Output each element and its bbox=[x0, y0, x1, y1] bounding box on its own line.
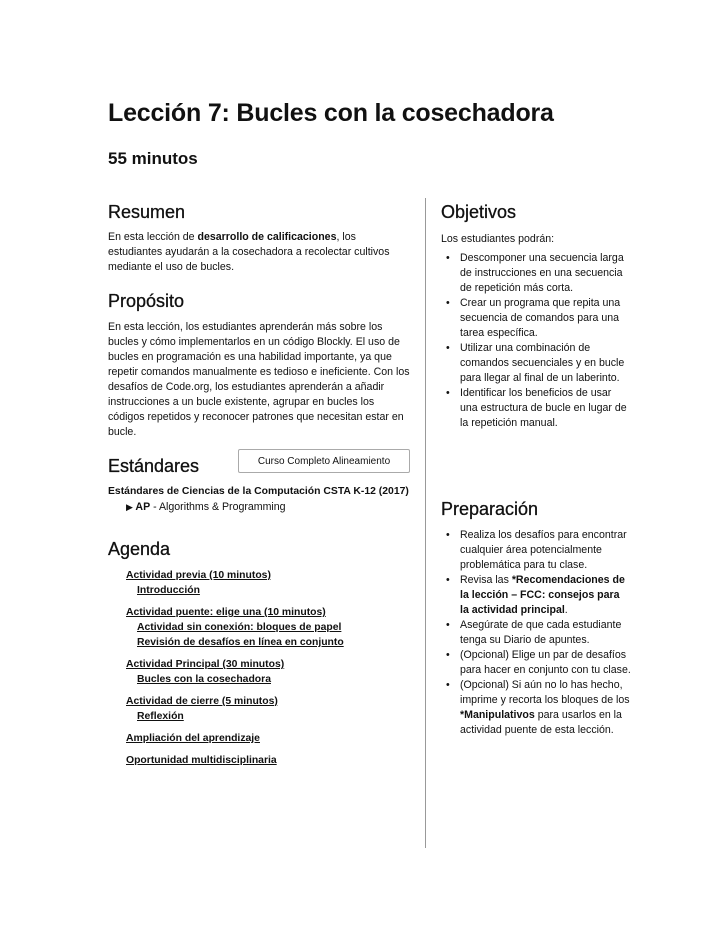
agenda-group bbox=[126, 753, 344, 768]
objective-item: • Descomponer una secuencia larga de instrucciones en una secuencia de repetición más corta. bbox=[441, 251, 631, 296]
proposito-text: En esta lección, los estudiantes aprenderán más sobre los bucles y cómo implementarlos en un código Blockly. El uso de bucles en programación es una habilidad importante, ya que repetir comandos manualmente es tedioso e ineficiente. Con los desafíos de Code.org, los estudiantes aprenderán a añadir instrucciones a un bucle existente, agrupar en bucles los códigos repetidos y reconocer patrones que necesitan estar en bucle. bbox=[108, 321, 410, 438]
agenda-group bbox=[126, 694, 344, 724]
text: En esta lección de bbox=[108, 231, 198, 243]
objetivos-section bbox=[441, 202, 631, 431]
text: , los estudiantes ayudarán a la cosechadora a recolectar cultivos mediante el uso de bucles. bbox=[108, 231, 390, 273]
standard-name: Algorithms & Programming bbox=[158, 501, 286, 513]
agenda-sublink[interactable]: Reflexión bbox=[137, 711, 184, 722]
text: (Opcional) Si aún no lo has hecho, imprime y recorta los bloques de los bbox=[460, 679, 630, 706]
text: Revisa las bbox=[460, 574, 512, 586]
page-title: Lección 7: Bucles con la cosechadora bbox=[108, 99, 554, 127]
agenda-sublink[interactable]: Actividad sin conexión: bloques de papel bbox=[137, 622, 342, 633]
agenda-list bbox=[126, 568, 344, 775]
preparacion-section bbox=[441, 499, 631, 738]
agenda-link[interactable]: Actividad previa (10 minutos) bbox=[126, 570, 271, 581]
agenda-group bbox=[126, 568, 344, 598]
standard-item[interactable] bbox=[126, 501, 286, 513]
resumen-text bbox=[108, 230, 408, 275]
text: Asegúrate de que cada estudiante tenga su Diario de apuntes. bbox=[460, 619, 622, 646]
agenda-link[interactable]: Actividad puente: elige una (10 minutos) bbox=[126, 607, 326, 618]
agenda-link[interactable]: Actividad Principal (30 minutos) bbox=[126, 659, 285, 670]
agenda-link[interactable]: Oportunidad multidisciplinaria bbox=[126, 755, 277, 766]
text: . bbox=[564, 604, 568, 616]
proposito-section bbox=[108, 291, 410, 440]
objective-item: • Identificar los beneficios de usar una estructura de bucle en lugar de la repetición manual. bbox=[441, 386, 631, 431]
agenda-group bbox=[126, 731, 344, 746]
agenda-heading: Agenda bbox=[108, 539, 171, 559]
column-divider bbox=[425, 198, 426, 848]
text: Realiza los desafíos para encontrar cualquier área potencialmente problemática para tu clase. bbox=[460, 529, 627, 571]
estandares-heading: Estándares bbox=[108, 456, 200, 476]
objetivos-heading: Objetivos bbox=[441, 202, 517, 222]
bold-link[interactable]: *Recomendaciones de la lección – FCC: consejos para la actividad principal bbox=[460, 574, 625, 616]
agenda-link[interactable]: Actividad de cierre (5 minutos) bbox=[126, 696, 278, 707]
resumen-heading: Resumen bbox=[108, 202, 186, 222]
text: (Opcional) Elige un par de desafíos para hacer en conjunto con tu clase. bbox=[460, 649, 631, 676]
preparation-item bbox=[441, 678, 631, 738]
agenda-sublink[interactable]: Introducción bbox=[137, 585, 200, 596]
objective-item: • Utilizar una combinación de comandos secuenciales y en bucle para llegar al final de un laberinto. bbox=[441, 341, 631, 386]
standard-code: AP bbox=[135, 501, 151, 513]
preparation-item bbox=[441, 648, 631, 678]
standards-framework: Estándares de Ciencias de la Computación CSTA K-12 (2017) bbox=[108, 486, 409, 497]
duration: 55 minutos bbox=[108, 149, 198, 168]
text: para usarlos en la actividad puente de esta lección. bbox=[460, 709, 622, 736]
full-course-alignment-button[interactable]: Curso Completo Alineamiento bbox=[238, 449, 410, 473]
agenda-sublink[interactable]: Revisión de desafíos en línea en conjunto bbox=[137, 637, 344, 648]
preparation-item bbox=[441, 618, 631, 648]
bold-link[interactable]: *Manipulativos bbox=[460, 709, 535, 721]
agenda-link[interactable]: Ampliación del aprendizaje bbox=[126, 733, 260, 744]
resumen-section bbox=[108, 202, 408, 275]
bold-text: desarrollo de calificaciones bbox=[197, 231, 337, 243]
preparation-item bbox=[441, 528, 631, 573]
proposito-heading: Propósito bbox=[108, 291, 185, 311]
separator: - bbox=[150, 501, 159, 513]
triangle-right-icon: ▶ bbox=[126, 502, 136, 512]
objetivos-intro: Los estudiantes podrán: bbox=[441, 233, 555, 245]
agenda-group bbox=[126, 605, 344, 650]
objective-item: • Crear un programa que repita una secuencia de comandos para una tarea específica. bbox=[441, 296, 631, 341]
preparacion-heading: Preparación bbox=[441, 499, 539, 519]
agenda-sublink[interactable]: Bucles con la cosechadora bbox=[137, 674, 271, 685]
preparation-item bbox=[441, 573, 631, 618]
agenda-group bbox=[126, 657, 344, 687]
